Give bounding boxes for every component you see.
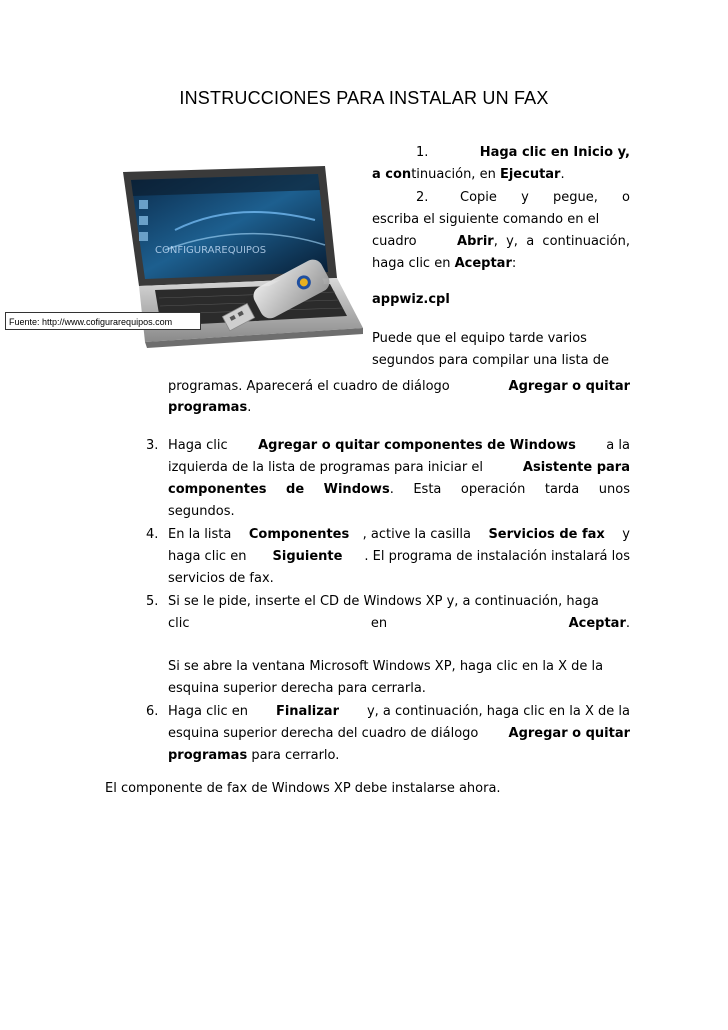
step-6-line-1: Haga clic en Finalizar y, a continuación, haga clic en la X de la: [168, 704, 630, 719]
step-2-line-4: haga clic en Aceptar:: [372, 256, 517, 271]
step-5-note-line-2: esquina superior derecha para cerrarla.: [168, 681, 426, 696]
step-5-note-line-1: Si se abre la ventana Microsoft Windows XP, haga clic en la X de la: [168, 659, 604, 674]
step-4-number: 4.: [146, 527, 159, 542]
paragraph-1-line-3: programas. Aparecerá el cuadro de diálogo Agregar o quitar: [168, 379, 630, 394]
step-5-number: 5.: [146, 594, 159, 609]
step-3-line-3: componentes de Windows. Esta operación tarda unos: [168, 482, 630, 497]
step-4-line-3: servicios de fax.: [168, 571, 274, 586]
paragraph-1-line-1: Puede que el equipo tarde varios: [372, 331, 587, 346]
step-4-line-2: haga clic en Siguiente . El programa de instalación instalará los: [168, 549, 630, 564]
image-source-caption: Fuente: http://www.cofigurarequipos.com: [5, 312, 201, 330]
paragraph-1-line-2: segundos para compilar una lista de: [372, 353, 609, 368]
step-3-number: 3.: [146, 438, 159, 453]
step-6-line-3: programas para cerrarlo.: [168, 748, 340, 763]
step-1-line-2: a continuación, en Ejecutar.: [372, 167, 565, 182]
page-title: INSTRUCCIONES PARA INSTALAR UN FAX: [179, 88, 549, 108]
step-2-number: 2.: [416, 190, 429, 205]
step-6-line-2: esquina superior derecha del cuadro de diálogo Agregar o quitar: [168, 726, 630, 741]
laptop-usb-illustration: [115, 160, 365, 375]
step-6-number: 6.: [146, 704, 159, 719]
step-1-line-1: Haga clic en Inicio y,: [479, 145, 630, 160]
paragraph-1-line-4: programas.: [168, 400, 252, 415]
laptop-watermark: CONFIGURAREQUIPOS: [155, 245, 267, 256]
final-note: El componente de fax de Windows XP debe instalarse ahora.: [105, 781, 501, 796]
step-2-line-2: escriba el siguiente comando en el: [372, 212, 600, 227]
step-3-line-4: segundos.: [168, 504, 235, 519]
step-4-line-1: En la lista Componentes , active la casilla Servicios de fax y: [168, 527, 630, 542]
step-5-line-2: clic en Aceptar.: [168, 616, 630, 631]
laptop-usb-image: [115, 160, 365, 375]
step-2-line-3: cuadro Abrir, y, a continuación,: [372, 234, 630, 249]
step-3-line-2: izquierda de la lista de programas para iniciar el Asistente para: [168, 460, 630, 475]
command-text: appwiz.cpl: [372, 292, 450, 307]
step-2-line-1: Copie y pegue, o: [460, 190, 630, 205]
step-3-line-1: Haga clic Agregar o quitar componentes de Windows a la: [168, 438, 630, 453]
step-5-line-1: Si se le pide, inserte el CD de Windows XP y, a continuación, haga: [168, 594, 599, 609]
step-1-number: 1.: [416, 145, 429, 160]
